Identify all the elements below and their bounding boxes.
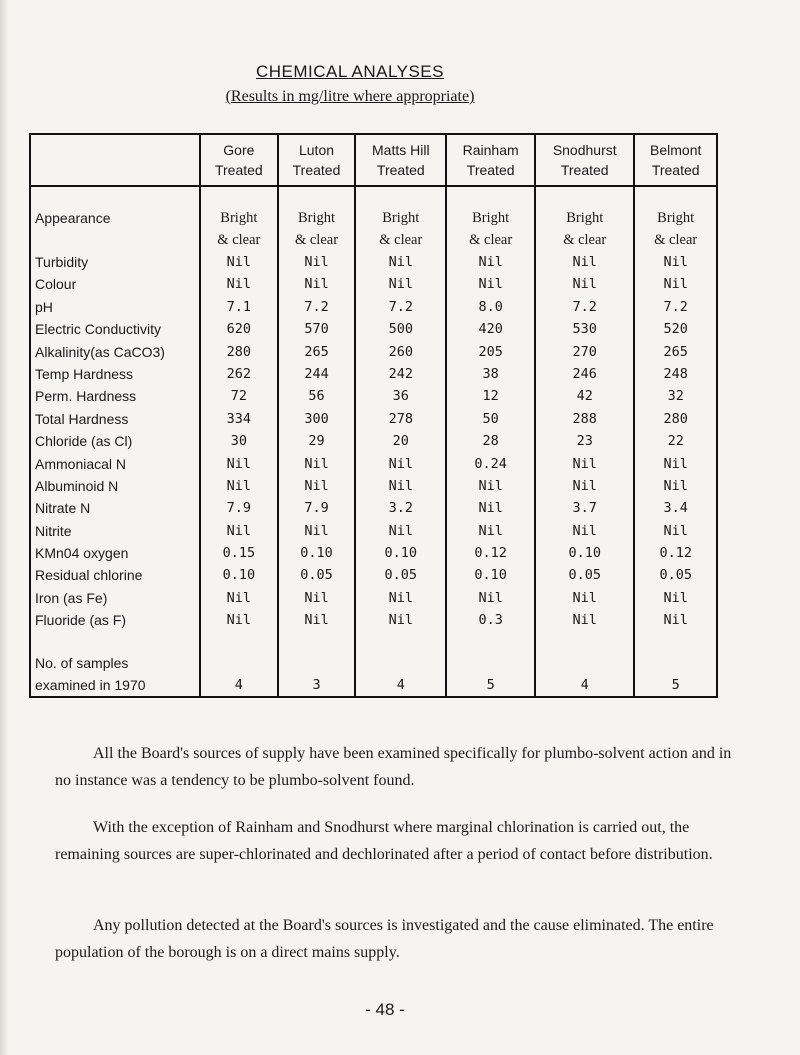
value-cell: Nil [200, 475, 278, 497]
value-cell: 0.12 [446, 542, 535, 564]
value-cell: 0.10 [200, 564, 278, 586]
value-cell: 0.05 [278, 564, 356, 586]
value-cell: 620 [200, 318, 278, 340]
value-cell: 0.24 [446, 453, 535, 475]
value-cell: Nil [535, 475, 634, 497]
value-cell: 7.2 [535, 296, 634, 318]
header-matts-hill: Matts Hill Treated [355, 134, 446, 186]
value-cell: 7.2 [278, 296, 356, 318]
subtitle-text: (Results in mg/litre where appropriate) [225, 88, 475, 105]
header-belmont: Belmont Treated [634, 134, 717, 186]
table-row-appearance [30, 207, 717, 251]
value-cell: 530 [535, 318, 634, 340]
table-row-fluoride-as-f [30, 609, 717, 631]
value-cell: Nil [634, 587, 717, 609]
value-cell: Nil [200, 251, 278, 273]
row-label: No. of samples examined in 1970 [30, 652, 200, 697]
value-cell: Nil [200, 520, 278, 542]
value-cell: 0.05 [355, 564, 446, 586]
table-row-residual-chlorine [30, 564, 717, 586]
appearance-cell: Bright & clear [446, 207, 535, 251]
value-cell: Nil [535, 453, 634, 475]
table-row-albuminoid-n [30, 475, 717, 497]
value-cell: Nil [278, 273, 356, 295]
row-label: Temp Hardness [30, 363, 200, 385]
value-cell: 3.4 [634, 497, 717, 519]
value-cell: 3 [278, 652, 356, 697]
value-cell: 265 [278, 341, 356, 363]
spacer-row [30, 632, 717, 652]
header-gore: Gore Treated [200, 134, 278, 186]
value-cell: 270 [535, 341, 634, 363]
header-luton: Luton Treated [278, 134, 356, 186]
row-label: Nitrate N [30, 497, 200, 519]
table-row-nitrite [30, 520, 717, 542]
appearance-cell: Bright & clear [278, 207, 356, 251]
row-label: Total Hardness [30, 408, 200, 430]
value-cell: 0.10 [446, 564, 535, 586]
value-cell: 278 [355, 408, 446, 430]
value-cell: 7.2 [634, 296, 717, 318]
value-cell: 7.2 [355, 296, 446, 318]
value-cell: 242 [355, 363, 446, 385]
value-cell: 28 [446, 430, 535, 452]
header-snodhurst: Snodhurst Treated [535, 134, 634, 186]
row-label: Nitrite [30, 520, 200, 542]
value-cell: Nil [355, 587, 446, 609]
value-cell: 0.3 [446, 609, 535, 631]
value-cell: 262 [200, 363, 278, 385]
value-cell: 520 [634, 318, 717, 340]
value-cell: 23 [535, 430, 634, 452]
table-row-iron-as-fe [30, 587, 717, 609]
table-row-kmn04-oxygen [30, 542, 717, 564]
value-cell: Nil [535, 520, 634, 542]
value-cell: Nil [535, 273, 634, 295]
value-cell: 500 [355, 318, 446, 340]
value-cell: 3.2 [355, 497, 446, 519]
value-cell: 30 [200, 430, 278, 452]
title-text: CHEMICAL ANALYSES [255, 62, 444, 81]
table-row-total-hardness [30, 408, 717, 430]
value-cell: 300 [278, 408, 356, 430]
paragraph-chlorination: With the exception of Rainham and Snodhurst where marginal chlorination is carried out, the remaining sources are super-chlorinated and dechlorinated after a period of contact before distribution. [55, 819, 713, 863]
value-cell: 50 [446, 408, 535, 430]
value-cell: Nil [446, 587, 535, 609]
value-cell: Nil [446, 520, 535, 542]
value-cell: 7.9 [278, 497, 356, 519]
value-cell: Nil [355, 475, 446, 497]
value-cell: Nil [446, 273, 535, 295]
value-cell: 0.15 [200, 542, 278, 564]
value-cell: 12 [446, 385, 535, 407]
value-cell: 72 [200, 385, 278, 407]
value-cell: 4 [355, 652, 446, 697]
table-row-alkalinity-as-caco3 [30, 341, 717, 363]
value-cell: 0.05 [634, 564, 717, 586]
value-cell: Nil [355, 453, 446, 475]
paragraph-plumbo-solvent: All the Board's sources of supply have been examined specifically for plumbo-solvent action and in no instance was a tendency to be plumbo-solvent found. [55, 745, 732, 789]
row-label: Turbidity [30, 251, 200, 273]
value-cell: 280 [200, 341, 278, 363]
value-cell: 38 [446, 363, 535, 385]
value-cell: 3.7 [535, 497, 634, 519]
header-rainham: Rainham Treated [446, 134, 535, 186]
table-header-row [30, 134, 717, 186]
value-cell: 0.10 [355, 542, 446, 564]
value-cell: Nil [634, 273, 717, 295]
table-body [30, 186, 717, 697]
table-row-samples [30, 652, 717, 697]
table-row-perm-hardness [30, 385, 717, 407]
value-cell: 0.10 [535, 542, 634, 564]
value-cell: 36 [355, 385, 446, 407]
row-label: Chloride (as Cl) [30, 430, 200, 452]
value-cell: Nil [446, 251, 535, 273]
value-cell: 0.12 [634, 542, 717, 564]
row-label: Fluoride (as F) [30, 609, 200, 631]
value-cell: Nil [634, 475, 717, 497]
table-row-ph [30, 296, 717, 318]
value-cell: Nil [535, 251, 634, 273]
value-cell: 20 [355, 430, 446, 452]
chemical-analyses-table [29, 133, 718, 698]
value-cell: Nil [634, 520, 717, 542]
value-cell: Nil [535, 609, 634, 631]
value-cell: 260 [355, 341, 446, 363]
value-cell: Nil [200, 609, 278, 631]
value-cell: Nil [634, 609, 717, 631]
page-title [0, 62, 700, 82]
value-cell: Nil [200, 587, 278, 609]
page-edge [0, 0, 8, 1055]
value-cell: 32 [634, 385, 717, 407]
value-cell: 5 [446, 652, 535, 697]
appearance-cell: Bright & clear [355, 207, 446, 251]
table-row-ammoniacal-n [30, 453, 717, 475]
page-subtitle [0, 88, 700, 106]
value-cell: 244 [278, 363, 356, 385]
row-label: Alkalinity(as CaCO3) [30, 341, 200, 363]
value-cell: Nil [278, 520, 356, 542]
value-cell: 7.1 [200, 296, 278, 318]
value-cell: Nil [278, 453, 356, 475]
value-cell: Nil [634, 453, 717, 475]
row-label: Ammoniacal N [30, 453, 200, 475]
table-row-turbidity [30, 251, 717, 273]
table-row-nitrate-n [30, 497, 717, 519]
value-cell: 570 [278, 318, 356, 340]
value-cell: 4 [535, 652, 634, 697]
value-cell: Nil [278, 609, 356, 631]
value-cell: Nil [278, 475, 356, 497]
value-cell: 22 [634, 430, 717, 452]
value-cell: Nil [355, 273, 446, 295]
value-cell: Nil [446, 475, 535, 497]
row-label: pH [30, 296, 200, 318]
value-cell: 280 [634, 408, 717, 430]
row-label: Residual chlorine [30, 564, 200, 586]
value-cell: Nil [200, 273, 278, 295]
page-number: - 48 - [365, 1000, 405, 1019]
value-cell: Nil [278, 587, 356, 609]
appearance-cell: Bright & clear [634, 207, 717, 251]
value-cell: Nil [634, 251, 717, 273]
value-cell: 246 [535, 363, 634, 385]
appearance-cell: Bright & clear [200, 207, 278, 251]
value-cell: 8.0 [446, 296, 535, 318]
value-cell: 0.10 [278, 542, 356, 564]
row-label: KMn04 oxygen [30, 542, 200, 564]
value-cell: 265 [634, 341, 717, 363]
spacer-row [30, 186, 717, 207]
value-cell: 7.9 [200, 497, 278, 519]
row-label: Appearance [30, 207, 200, 251]
value-cell: 420 [446, 318, 535, 340]
value-cell: 288 [535, 408, 634, 430]
row-label: Albuminoid N [30, 475, 200, 497]
value-cell: 42 [535, 385, 634, 407]
table-row-temp-hardness [30, 363, 717, 385]
row-label: Iron (as Fe) [30, 587, 200, 609]
appearance-cell: Bright & clear [535, 207, 634, 251]
value-cell: 0.05 [535, 564, 634, 586]
value-cell: 56 [278, 385, 356, 407]
table-row-electric-conductivity [30, 318, 717, 340]
value-cell: 334 [200, 408, 278, 430]
value-cell: 4 [200, 652, 278, 697]
value-cell: Nil [446, 497, 535, 519]
header-blank-cell [30, 134, 200, 186]
row-label: Electric Conductivity [30, 318, 200, 340]
value-cell: 29 [278, 430, 356, 452]
row-label: Colour [30, 273, 200, 295]
paragraph-pollution: Any pollution detected at the Board's sources is investigated and the cause eliminated. The entire population of the borough is on a direct mains supply. [55, 917, 714, 961]
table-row-chloride-as-cl [30, 430, 717, 452]
value-cell: Nil [200, 453, 278, 475]
value-cell: 205 [446, 341, 535, 363]
value-cell: Nil [355, 609, 446, 631]
value-cell: Nil [355, 251, 446, 273]
table-row-colour [30, 273, 717, 295]
value-cell: 248 [634, 363, 717, 385]
value-cell: Nil [355, 520, 446, 542]
value-cell: Nil [535, 587, 634, 609]
value-cell: Nil [278, 251, 356, 273]
value-cell: 5 [634, 652, 717, 697]
row-label: Perm. Hardness [30, 385, 200, 407]
